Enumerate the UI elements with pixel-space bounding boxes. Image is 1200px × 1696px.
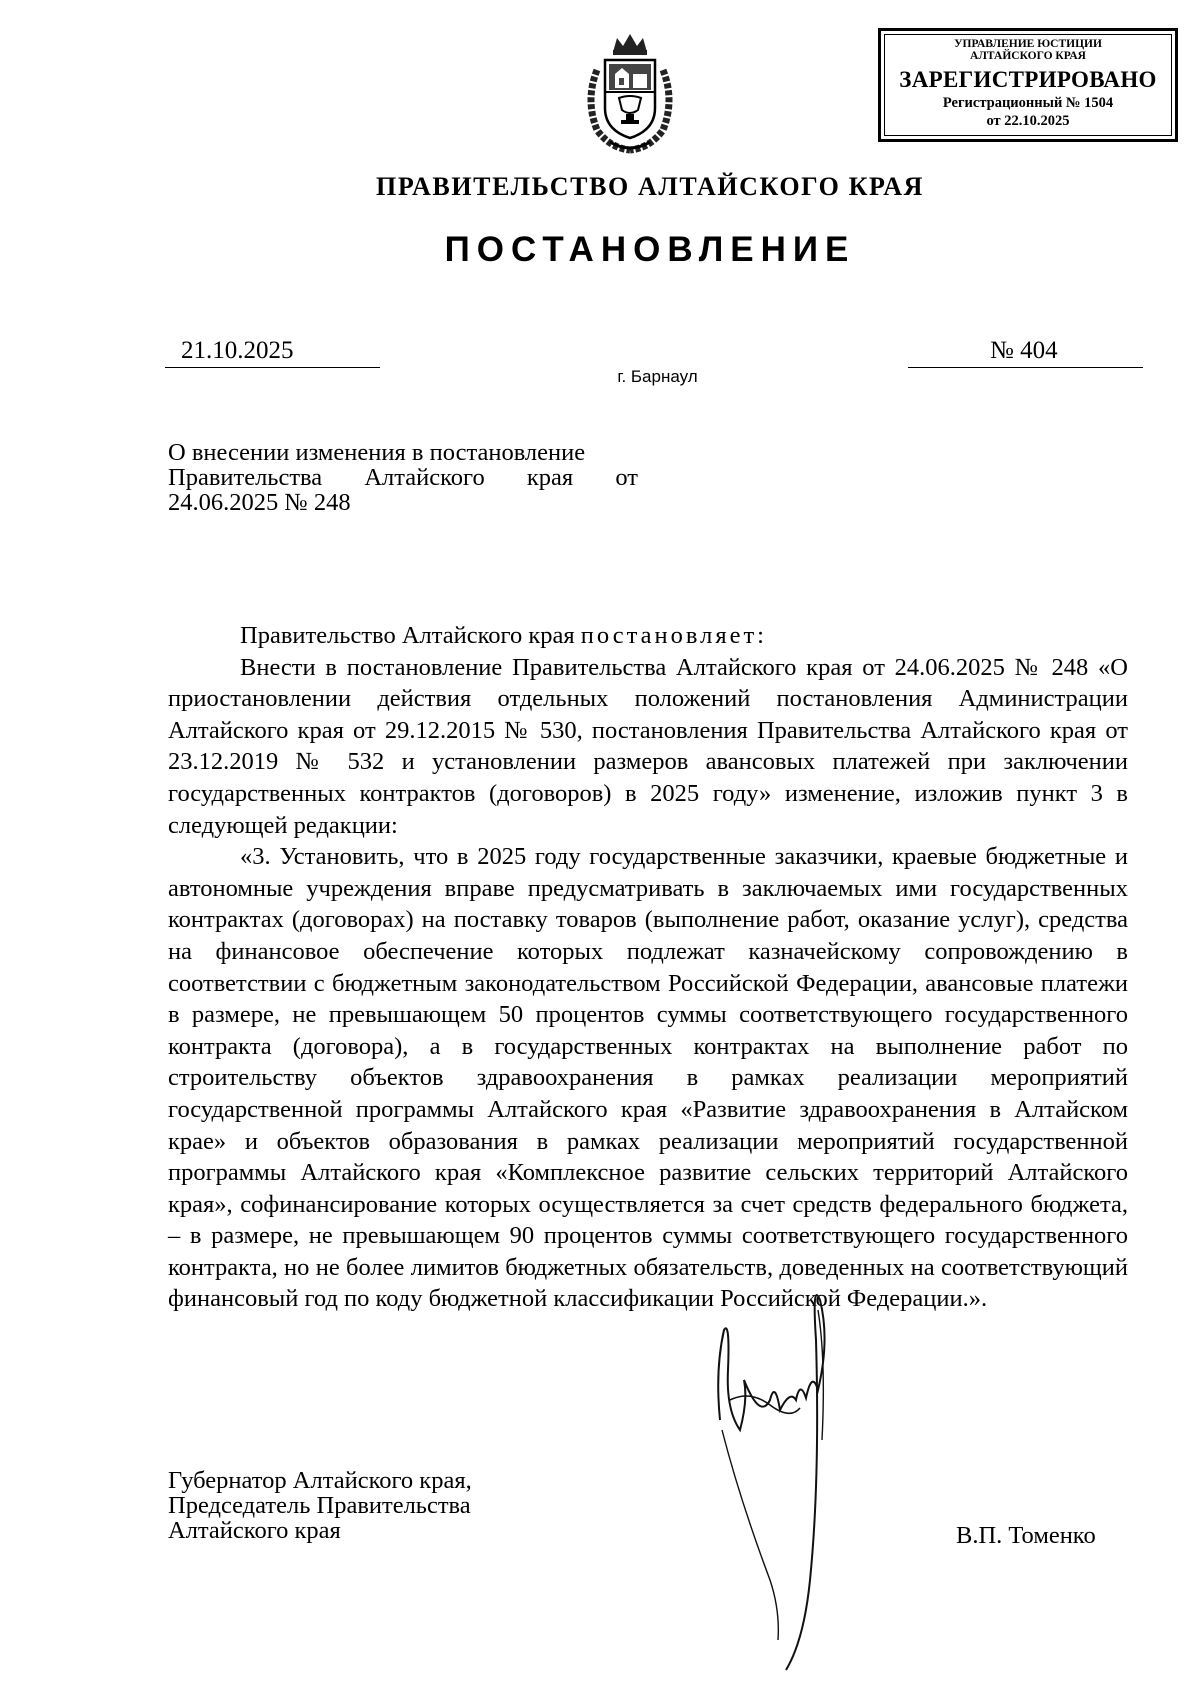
subject-line: Правительства Алтайского края от bbox=[168, 464, 638, 491]
document-body bbox=[168, 620, 1128, 1315]
stamp-reg-date: от 22.10.2025 bbox=[986, 113, 1070, 129]
position-line: Алтайского края bbox=[168, 1517, 341, 1544]
document-type-title: ПОСТАНОВЛЕНИЕ bbox=[444, 230, 856, 269]
stamp-authority-line2: АЛТАЙСКОГО КРАЯ bbox=[970, 50, 1086, 62]
signer-name: В.П. Томенко bbox=[956, 1522, 1096, 1549]
handwritten-signature bbox=[700, 1280, 850, 1680]
document-date: 21.10.2025 bbox=[165, 335, 380, 368]
intro-decree-word: постановляет: bbox=[580, 622, 767, 649]
position-line: Председатель Правительства bbox=[168, 1492, 471, 1519]
subject-line: О внесении изменения в постановление bbox=[168, 439, 586, 466]
document-city: г. Барнаул bbox=[617, 367, 698, 386]
stamp-status: ЗАРЕГИСТРИРОВАНО bbox=[899, 67, 1157, 92]
government-title: ПРАВИТЕЛЬСТВО АЛТАЙСКОГО КРАЯ bbox=[376, 172, 924, 201]
registration-stamp bbox=[878, 28, 1178, 142]
position-line: Губернатор Алтайского края, bbox=[168, 1467, 472, 1494]
coat-of-arms-emblem bbox=[575, 30, 685, 155]
body-intro bbox=[168, 620, 1128, 652]
document-number: № 404 bbox=[908, 335, 1143, 368]
body-paragraph: «3. Установить, что в 2025 году государственные заказчики, краевые бюджетные и автономные учреждения вправе предусматривать в заключаемых ими государственных контрактах (договорах) на поставку товаров (выполнение работ, оказание услуг), средства на финансовое обеспечение которых подлежат казначейскому сопровождению в соответствии с бюджетным законодательством Российской Федерации, авансовые платежи в размере, не превышающем 50 процентов суммы соответствующего государственного контракта (договора), а в государственных контрактах на выполнение работ по строительству объектов здравоохранения в рамках реализации мероприятий государственной программы Алтайского края «Развитие здравоохранения в Алтайском крае» и объектов образования в рамках реализации мероприятий государственной программы Алтайского края «Комплексное развитие сельских территорий Алтайского края», софинансирование которых осуществляется за счет средств федерального бюджета, – в размере, не превышающем 90 процентов суммы соответствующего государственного контракта, но не более лимитов бюджетных обязательств, доведенных на соответствующий финансовый год по коду бюджетной классификации Российской Федерации.». bbox=[168, 843, 1128, 1313]
intro-text: Правительство Алтайского края bbox=[240, 622, 581, 649]
signatory-position bbox=[168, 1468, 472, 1543]
body-paragraph: Внести в постановление Правительства Алтайского края от 24.06.2025 № 248 «О приостановлении действия отдельных положений постановления Администрации Алтайского края от 29.12.2015 № 530, постановления Правительства Алтайского края от 23.12.2019 № 532 и установлении размеров авансовых платежей при заключении государственных контрактов (договоров) в 2025 году» изменение, изложив пункт 3 в следующей редакции: bbox=[168, 653, 1128, 839]
subject-line: 24.06.2025 № 248 bbox=[168, 489, 351, 516]
stamp-authority-line1: УПРАВЛЕНИЕ ЮСТИЦИИ bbox=[954, 38, 1102, 50]
stamp-reg-number: Регистрационный № 1504 bbox=[942, 95, 1114, 111]
document-subject bbox=[168, 440, 638, 515]
